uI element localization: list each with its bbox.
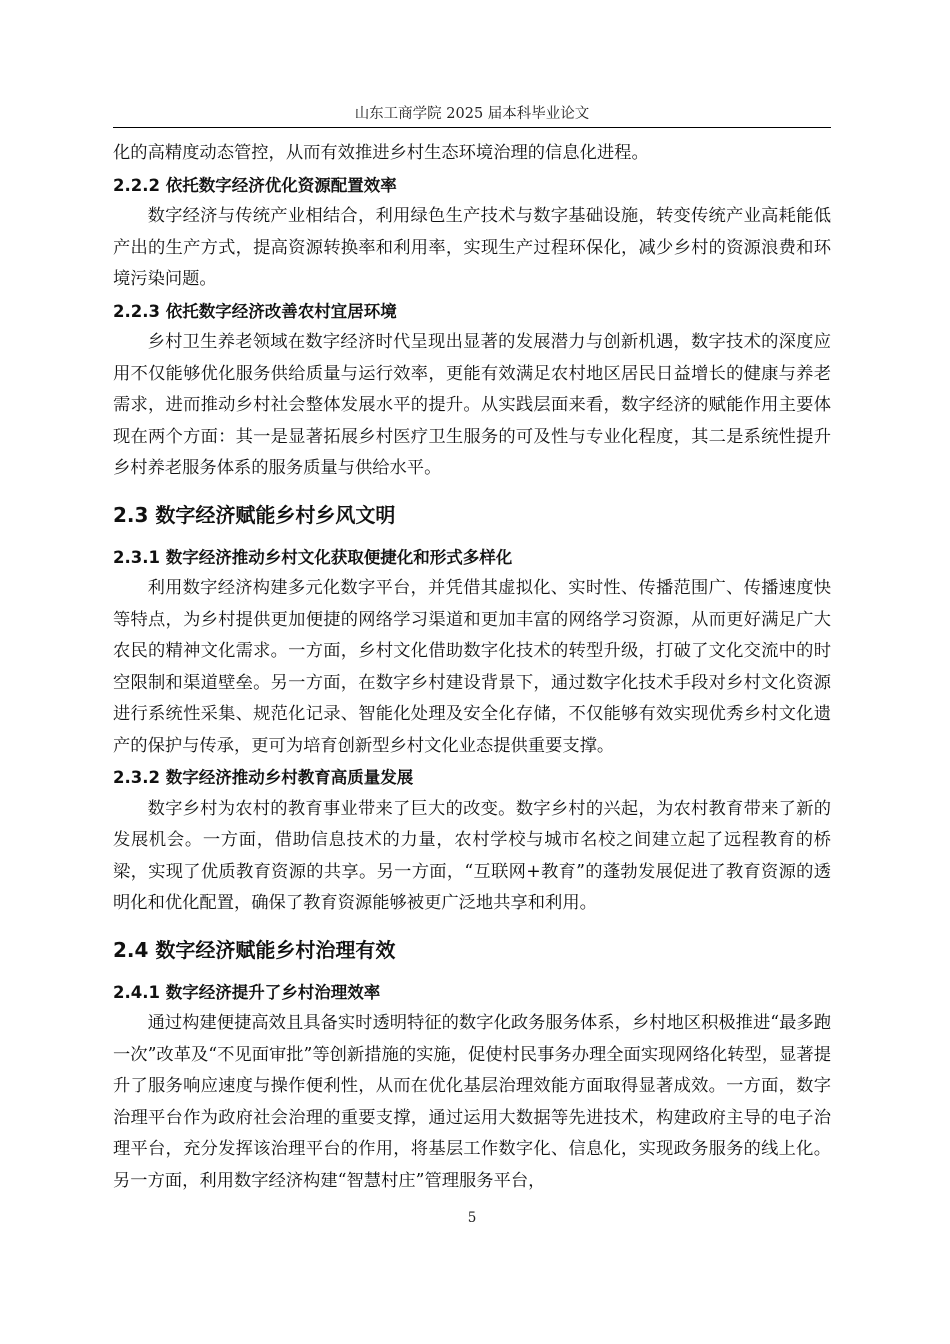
heading-2-4: 2.4 数字经济赋能乡村治理有效 (113, 937, 396, 962)
paragraph-2-3-2: 数字乡村为农村的教育事业带来了巨大的改变。数字乡村的兴起，为农村教育带来了新的发展机会。一方面，借助信息技术的力量，农村学校与城市名校之间建立起了远程教育的桥梁，实现了优质教育资源的共享。另一方面，“互联网+教育”的蓬勃发展促进了教育资源的透明化和优化配置，确保了教育资源能够被更广泛地共享和利用。 (113, 798, 831, 913)
header-rule (113, 127, 831, 128)
paragraph-2-3-1: 利用数字经济构建多元化数字平台，并凭借其虚拟化、实时性、传播范围广、传播速度快等特点，为乡村提供更加便捷的网络学习渠道和更加丰富的网络学习资源，从而更好满足广大农民的精神文化需求。一方面，乡村文化借助数字化技术的转型升级，打破了文化交流中的时空限制和渠道壁垒。另一方面，在数字乡村建设背景下，通过数字化技术手段对乡村文化资源进行系统性采集、规范化记录、智能化处理及安全化存储，不仅能够有效实现优秀乡村文化遗产的保护与传承，更可为培育创新型乡村文化业态提供重要支撑。 (113, 578, 831, 756)
continued-paragraph: 化的高精度动态管控，从而有效推进乡村生态环境治理的信息化进程。 (113, 143, 649, 163)
heading-2-3-2: 2.3.2 数字经济推动乡村教育高质量发展 (113, 768, 414, 787)
page-number: 5 (467, 1210, 477, 1226)
paragraph-2-4-1: 通过构建便捷高效且具备实时透明特征的数字化政务服务体系，乡村地区积极推进“最多跑一次”改革及“不见面审批”等创新措施的实施，促使村民事务办理全面实现网络化转型，显著提升了服务响应速度与操作便利性，从而在优化基层治理效能方面取得显著成效。一方面，数字治理平台作为政府社会治理的重要支撑，通过运用大数据等先进技术，构建政府主导的电子治理平台，充分发挥该治理平台的作用，将基层工作数字化、信息化，实现政务服务的线上化。另一方面，利用数字经济构建“智慧村庄”管理服务平台， (113, 1013, 831, 1191)
heading-2-2-2: 2.2.2 依托数字经济优化资源配置效率 (113, 175, 397, 195)
page-body (113, 138, 831, 1197)
paragraph-2-2-2: 数字经济与传统产业相结合，利用绿色生产技术与数字基础设施，转变传统产业高耗能低产出的生产方式，提高资源转换率和利用率，实现生产过程环保化，减少乡村的资源浪费和环境污染问题。 (113, 206, 831, 289)
heading-2-3: 2.3 数字经济赋能乡村乡风文明 (113, 502, 396, 527)
heading-2-3-1: 2.3.1 数字经济推动乡村文化获取便捷化和形式多样化 (113, 547, 513, 567)
running-header: 山东工商学院 2025 届本科毕业论文 (354, 106, 590, 122)
paragraph-2-2-3: 乡村卫生养老领域在数字经济时代呈现出显著的发展潜力与创新机遇，数字技术的深度应用不仅能够优化服务供给质量与运行效率，更能有效满足农村地区居民日益增长的健康与养老需求，进而推动乡村社会整体发展水平的提升。从实践层面来看，数字经济的赋能作用主要体现在两个方面：其一是显著拓展乡村医疗卫生服务的可及性与专业化程度，其二是系统性提升乡村养老服务体系的服务质量与供给水平。 (113, 332, 831, 478)
heading-2-2-3: 2.2.3 依托数字经济改善农村宜居环境 (113, 301, 397, 321)
heading-2-4-1: 2.4.1 数字经济提升了乡村治理效率 (113, 982, 381, 1002)
